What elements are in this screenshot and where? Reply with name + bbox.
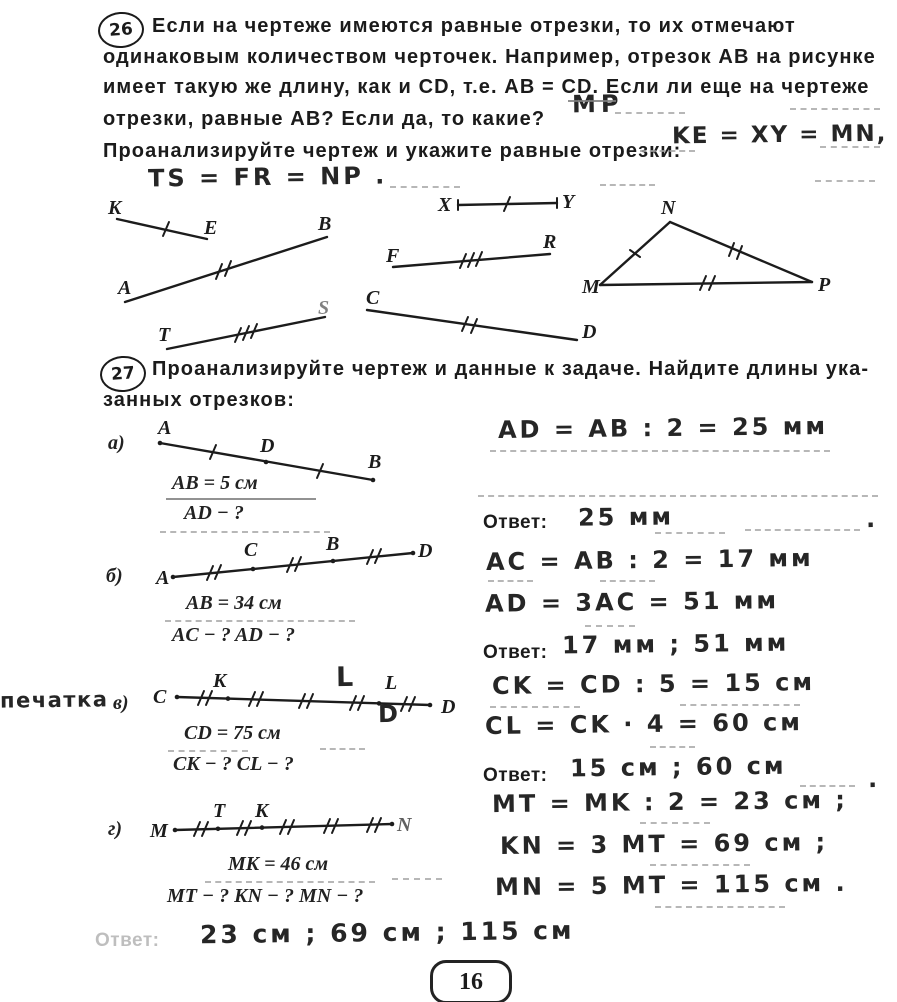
hw-answer-equal-1: KE = XY = MN, [671,120,888,150]
hw-answer-equal-2: TS = FR = NP . [147,161,388,193]
point-label-r: R [543,231,557,253]
ruling-dash [640,150,695,152]
point-label-d: D [582,321,597,343]
ruling-dash [655,906,785,908]
point-label-n: N [661,197,676,219]
figure-segment-cd [366,287,596,343]
ruling-dash [680,704,800,706]
part-b-given: AB = 34 см [186,592,282,614]
ruling-line [320,748,365,750]
underline-mp [568,100,616,102]
part-g-given: MK = 46 см [228,853,329,875]
figure-segment-fr [385,231,556,268]
part-g-label: г) [108,818,123,840]
p26-text-line4: отрезки, равные AB? Если да, то какие? [103,108,546,130]
part-a-question: AD − ? [184,502,244,524]
point-label-k: K [255,800,269,822]
point-label-t: T [213,800,226,822]
answer-label-a: Ответ: [483,512,548,533]
hw-answer-a: 25 мм [577,502,675,532]
answer-label-g-faint: Ответ: [95,930,160,951]
point-label-c: C [366,287,380,309]
point-label-d: D [260,435,275,457]
p26-text-line3: имеет такую же длину, как и CD, т.е. AB = CD. Если ли еще на чертеже [103,76,870,98]
point-label-l: L [385,672,398,694]
point-label-d: D [441,696,456,718]
p27-text-line2: занных отрезков: [103,389,296,411]
figure-segment-ts [158,297,329,349]
point-label-x: X [438,194,452,216]
ruling-dash [585,625,635,627]
point-label-c: C [244,539,258,561]
part-g-question: MT − ? KN − ? MN − ? [167,885,364,907]
hw-work-v-line2: CL = CK · 4 = 60 см [484,708,804,740]
ruling-dash [820,146,880,148]
hw-label-d: D [377,699,402,729]
point-label-f: F [386,245,400,267]
page-number-box [430,960,512,1002]
hw-period-v: . [867,764,881,794]
ruling-dash [390,186,460,188]
figure-triangle-mnp [581,197,831,298]
ruling-dash [490,450,830,452]
hw-work-g-line1: MT = MK : 2 = 23 см ; [491,785,849,819]
figure-part-v [145,665,455,730]
page-number: 16 [459,968,483,995]
part-a-label: а) [108,432,125,454]
hw-answer-g: 23 см ; 69 см ; 115 см [199,915,575,950]
part-v-given: CD = 75 см [184,722,281,744]
ruling-dash [640,822,710,824]
problem-26-number-badge [97,10,145,49]
point-label-c: C [153,686,167,708]
ruling-line [165,620,355,622]
ruling-dash [600,184,655,186]
hw-period-a: . [865,504,879,534]
p26-text-line5: Проанализируйте чертеж и укажите равные отрезки: [103,140,682,162]
point-label-m: M [582,276,600,298]
figure-part-g [145,795,415,845]
point-label-s: S [318,297,330,319]
ruling-dash [488,580,533,582]
point-label-d: D [418,540,433,562]
point-label-m: M [150,820,168,842]
figure-equal-segments [90,192,897,362]
hw-answer-mp: MP [571,89,624,119]
margin-note: печатка [0,687,109,713]
ruling-dash [490,706,580,708]
hw-work-a-line1: AD = AB : 2 = 25 мм [497,411,829,445]
problem-27-number: 27 [110,363,136,385]
ruling-dash [615,112,685,114]
hw-work-b-line1: AC = AB : 2 = 17 мм [485,543,814,577]
figure-part-b [148,533,438,593]
answer-label-v: Ответ: [483,765,548,786]
part-b-label: б) [106,565,123,587]
figure-segment-xy [437,191,576,216]
point-label-a: A [156,567,170,589]
answer-label-b: Ответ: [483,642,548,663]
point-label-b: B [326,533,340,555]
part-v-question: CK − ? CL − ? [173,753,294,775]
p26-text-line1: Если на чертеже имеются равные отрезки, то их отмечают [152,15,796,37]
hw-work-b-line2: AD = 3AC = 51 мм [484,586,780,618]
ruling-dash [650,864,750,866]
hw-work-g-line3: MN = 5 MT = 115 см . [494,868,848,902]
point-label-a: A [118,277,132,299]
ruling-dash [655,532,725,534]
ruling-line [205,881,375,883]
hw-label-l: L [335,661,357,694]
p27-text-line1: Проанализируйте чертеж и данные к задаче. Найдите длины ука- [152,358,870,380]
point-label-y: Y [562,191,575,213]
ruling-dash [600,580,655,582]
ruling-dash [790,108,880,110]
point-label-a: A [158,417,172,439]
figure-segment-ke [107,197,217,239]
point-label-n: N [397,814,412,836]
point-label-b: B [368,451,382,473]
ruling-dash [650,746,695,748]
ruling-line [392,878,442,880]
point-label-b: B [318,213,332,235]
ruling-dash [745,529,860,531]
ruling-line [160,531,330,533]
problem-26-number: 26 [108,19,134,41]
point-label-k: K [213,670,227,692]
part-a-given: AB = 5 см [172,472,258,494]
hw-work-v-line1: CK = CD : 5 = 15 см [491,668,816,700]
ruling-line [478,495,878,497]
point-label-k: K [108,197,122,219]
p26-text-line2: одинаковым количеством черточек. Например, отрезок AB на рисунке [103,46,876,68]
hw-work-g-line2: KN = 3 MT = 69 см ; [499,827,829,861]
point-label-e: E [204,217,218,239]
ruling-line [168,750,248,752]
point-label-p: P [818,274,831,296]
hw-answer-v: 15 см ; 60 см [569,751,787,783]
part-v-label: в) [113,692,129,714]
ruling-dash [815,180,875,182]
part-b-question: AC − ? AD − ? [172,624,295,646]
hw-answer-b: 17 мм ; 51 мм [561,628,790,660]
ruling-line [166,498,316,500]
point-label-t: T [158,324,171,346]
